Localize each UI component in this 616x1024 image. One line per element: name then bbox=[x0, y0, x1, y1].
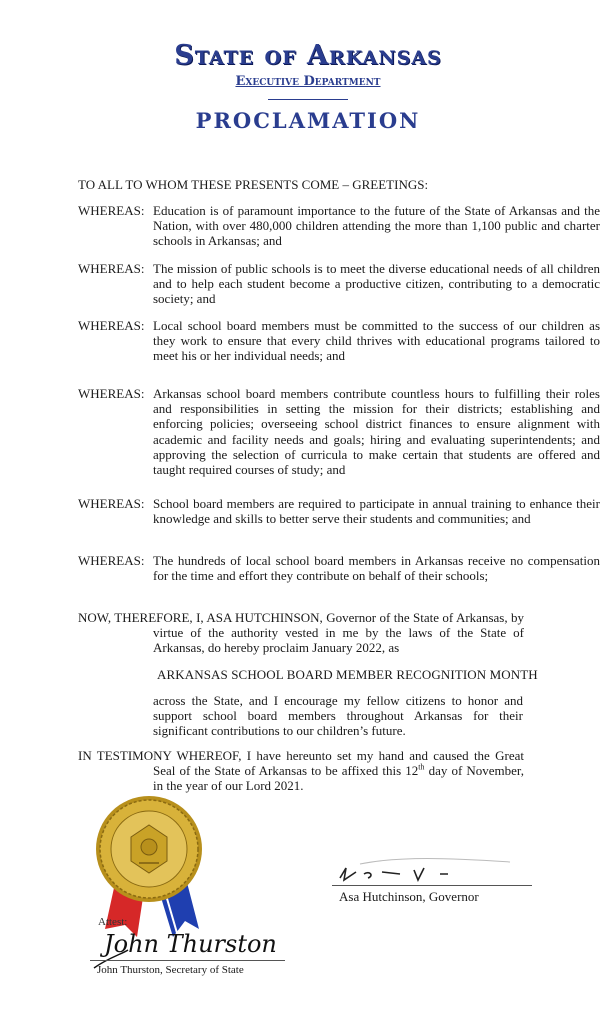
whereas-label: WHEREAS: bbox=[78, 553, 145, 568]
greeting: TO ALL TO WHOM THESE PRESENTS COME – GREETINGS: bbox=[78, 177, 429, 192]
governor-signature-line bbox=[332, 885, 532, 886]
proclamation-title: PROCLAMATION bbox=[195, 108, 421, 133]
secretary-signature-mark bbox=[88, 920, 298, 970]
testimony-text-end: day of November, in the year of our Lord 2021. bbox=[153, 763, 524, 794]
attest-label: Attest: bbox=[98, 916, 128, 928]
secretary-signature-line bbox=[90, 960, 285, 961]
day-suffix: th bbox=[418, 762, 425, 772]
whereas-text: The mission of public schools is to meet the diverse educational needs of all children and to help each student become a productive citizen, contributing to a democratic society; and bbox=[153, 261, 600, 307]
testimony-text: IN TESTIMONY WHEREOF, I have hereunto set my hand and caused the Great Seal of the State of Arkansas to be affixed this 12 bbox=[78, 748, 524, 779]
department-heading: Executive Department bbox=[235, 74, 381, 89]
state-heading: State of Arkansas bbox=[174, 40, 442, 71]
recognition-month-title: ARKANSAS SCHOOL BOARD MEMBER RECOGNITION MONTH bbox=[157, 667, 538, 682]
header-divider bbox=[268, 99, 348, 100]
whereas-label: WHEREAS: bbox=[78, 318, 145, 333]
whereas-label: WHEREAS: bbox=[78, 261, 145, 276]
encourage-paragraph: across the State, and I encourage my fellow citizens to honor and support school board members throughout Arkansas for their significant contributions to our children’s future. bbox=[153, 693, 523, 739]
governor-name: Asa Hutchinson, Governor bbox=[339, 889, 479, 904]
secretary-name: John Thurston, Secretary of State bbox=[97, 964, 244, 976]
secretary-signature-script: John Thurston bbox=[104, 930, 277, 958]
now-therefore-paragraph: NOW, THEREFORE, I, ASA HUTCHINSON, Governor of the State of Arkansas, by virtue of the authority vested in me by the laws of the State of Arkansas, do hereby proclaim January 2022, as bbox=[78, 610, 524, 656]
whereas-label: WHEREAS: bbox=[78, 386, 145, 401]
gold-seal-icon bbox=[95, 795, 203, 903]
whereas-text: Arkansas school board members contribute countless hours to fulfilling their roles and responsibilities in setting the mission for their districts; establishing and enforcing policies; overseeing school district finances to ensure alignment with academic and facility needs and goals; hiring and evaluating superintendents; and approving the selection of curricula to make certain that students are offered and taught required courses of study; and bbox=[153, 386, 600, 478]
whereas-text: Local school board members must be committed to the success of our children as they work to ensure that every child thrives with educational programs tailored to meet his or her individual needs; and bbox=[153, 318, 600, 364]
whereas-text: The hundreds of local school board members in Arkansas receive no compensation for the time and effort they contribute on behalf of their schools; bbox=[153, 553, 600, 584]
governor-signature-mark bbox=[330, 850, 530, 890]
whereas-text: Education is of paramount importance to the future of the State of Arkansas and the Nation, with over 480,000 children attending the more than 1,100 public and charter schools in Arkansas; and bbox=[153, 203, 600, 249]
state-seal-group bbox=[95, 795, 205, 935]
whereas-label: WHEREAS: bbox=[78, 496, 145, 511]
whereas-label: WHEREAS: bbox=[78, 203, 145, 218]
whereas-text: School board members are required to participate in annual training to enhance their knowledge and skills to better serve their students and communities; and bbox=[153, 496, 600, 527]
testimony-paragraph bbox=[78, 748, 524, 794]
